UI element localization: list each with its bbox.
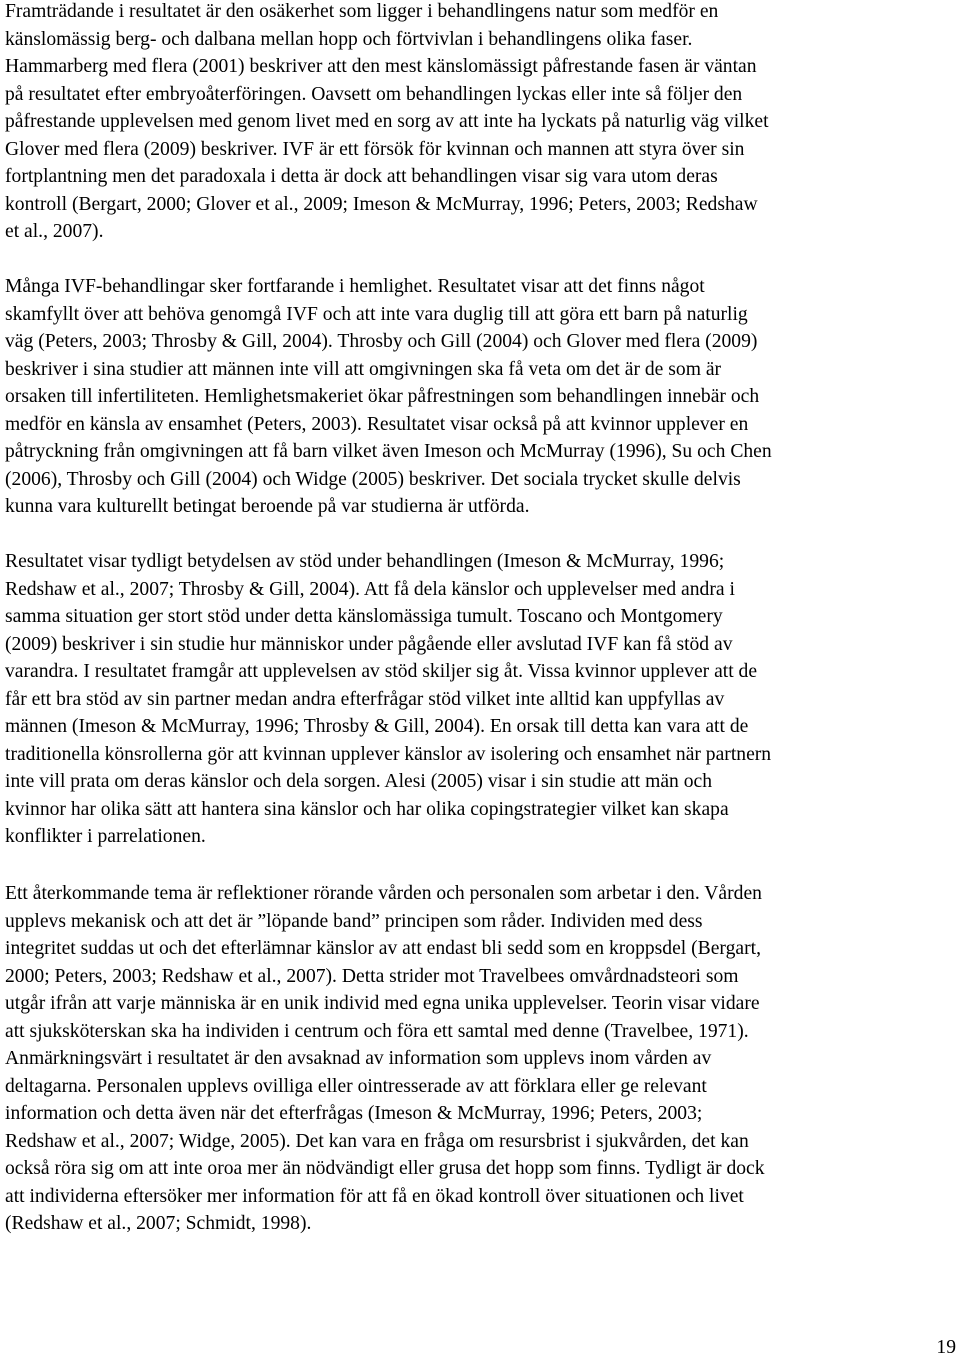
text-line: Redshaw et al., 2007; Widge, 2005). Det kan vara en fråga om resursbrist i sjukvården, det kan — [5, 1130, 749, 1152]
text-line: traditionella könsrollerna gör att kvinnan upplever känslor av isolering och ensamhet när partnern — [5, 743, 772, 765]
text-line: väg (Peters, 2003; Throsby & Gill, 2004). Throsby och Gill (2004) och Glover med flera (2009) — [5, 331, 758, 352]
text-line: Många IVF-behandlingar sker fortfarande i hemlighet. Resultatet visar att det finns något — [5, 276, 705, 297]
paragraph-secrecy — [5, 273, 955, 521]
text-line: (Redshaw et al., 2007; Schmidt, 1998). — [5, 1213, 312, 1234]
text-line: varandra. I resultatet framgår att upplevelsen av stöd skiljer sig åt. Vissa kvinnor upplever att de — [5, 661, 758, 682]
text-line: påfrestande upplevelsen med genom livet med en sorg av att inte ha lyckats på naturlig väg vilket — [5, 111, 769, 132]
text-line: skamfyllt över att behöva genomgå IVF och att inte vara duglig till att göra ett barn på naturlig — [5, 303, 748, 325]
text-line: Hammarberg med flera (2001) beskriver att den mest känslomässigt påfrestande fasen är väntan — [5, 56, 757, 77]
text-line: Anmärkningsvärt i resultatet är den avsaknad av information som upplevs inom vården av — [5, 1048, 712, 1069]
text-line: medför en känsla av ensamhet (Peters, 2003). Resultatet visar också på att kvinnor upplever en — [5, 413, 749, 435]
text-line: påtryckning från omgivningen att få barn vilket även Imeson och McMurray (1996), Su och Chen — [5, 441, 772, 462]
paragraph-uncertainty — [5, 0, 955, 246]
text-line: att individerna eftersöker mer information för att få en ökad kontroll över situationen och livet — [5, 1185, 744, 1207]
text-line: fortplantning men det paradoxala i detta är dock att behandlingen visar sig vara utom deras — [5, 166, 718, 187]
text-line: Redshaw et al., 2007; Throsby & Gill, 2004). Att få dela känslor och upplevelser med andra i — [5, 578, 735, 600]
text-line: information och detta även när det efterfrågas (Imeson & McMurray, 1996; Peters, 2003; — [5, 1103, 703, 1124]
text-line: deltagarna. Personalen upplevs ovilliga eller ointresserade av att förklara eller ge relevant — [5, 1075, 707, 1097]
text-line: kunna vara kulturellt betingat beroende på var studierna är utförda. — [5, 496, 530, 517]
text-line: (2009) beskriver i sin studie hur människor under pågående eller avslutad IVF kan få stöd av — [5, 633, 733, 655]
text-line: får ett bra stöd av sin partner medan andra efterfrågar stöd vilket inte alltid kan uppfyllas av — [5, 688, 725, 710]
text-line: 2000; Peters, 2003; Redshaw et al., 2007). Detta strider mot Travelbees omvårdnadsteori som — [5, 965, 739, 987]
text-line: också röra sig om att inte oroa mer än nödvändigt eller grusa det hopp som finns. Tydligt är dock — [5, 1158, 765, 1179]
text-line: kontroll (Bergart, 2000; Glover et al., 2009; Imeson & McMurray, 1996; Peters, 2003; Redshaw — [5, 193, 758, 215]
text-line: beskriver i sina studier att männen inte vill att omgivningen ska få veta om det är de som är — [5, 358, 722, 380]
text-line: på resultatet efter embryoåterföringen. Oavsett om behandlingen lyckas eller inte så följer den — [5, 83, 743, 105]
text-line: (2006), Throsby och Gill (2004) och Widge (2005) beskriver. Det sociala trycket skulle delvis — [5, 468, 741, 490]
paragraph-care-reflections — [5, 880, 955, 1238]
text-line: känslomässig berg- och dalbana mellan hopp och förtvivlan i behandlingens olika faser. — [5, 28, 693, 50]
text-line: konflikter i parrelationen. — [5, 826, 206, 847]
text-line: att sjuksköterskan ska ha individen i centrum och föra ett samtal med denne (Travelbee, 1971). — [5, 1020, 749, 1042]
text-line: Ett återkommande tema är reflektioner rörande vården och personalen som arbetar i den. Vården — [5, 883, 762, 904]
text-line: upplevs mekanisk och att det är ”löpande band” principen som råder. Individen med dess — [5, 910, 703, 932]
text-line: Framträdande i resultatet är den osäkerhet som ligger i behandlingens natur som medför en — [5, 1, 719, 22]
text-line: inte vill prata om deras känslor och dela sorgen. Alesi (2005) visar i sin studie att män och — [5, 771, 713, 792]
text-line: et al., 2007). — [5, 221, 104, 242]
text-line: kvinnor har olika sätt att hantera sina känslor och har olika copingstrategier vilket kan skapa — [5, 798, 729, 820]
text-line: samma situation ger stort stöd under detta känslomässiga tumult. Toscano och Montgomery — [5, 606, 723, 627]
text-line: utgår ifrån att varje människa är en unik individ med egna unika upplevelser. Teorin visar vidare — [5, 993, 760, 1014]
text-line: integritet suddas ut och det efterlämnar känslor av att endast bli sedd som en kroppsdel (Bergart, — [5, 938, 761, 959]
text-line: Resultatet visar tydligt betydelsen av stöd under behandlingen (Imeson & McMurray, 1996; — [5, 551, 725, 572]
page-number: 19 — [936, 1337, 956, 1358]
paragraph-support — [5, 548, 955, 851]
text-line: männen (Imeson & McMurray, 1996; Throsby & Gill, 2004). En orsak till detta kan vara att de — [5, 716, 749, 737]
text-line: Glover med flera (2009) beskriver. IVF är ett försök för kvinnan och mannen att styra över sin — [5, 138, 745, 160]
text-line: orsaken till infertiliteten. Hemlighetsmakeriet ökar påfrestningen som behandlingen innebär och — [5, 386, 760, 407]
